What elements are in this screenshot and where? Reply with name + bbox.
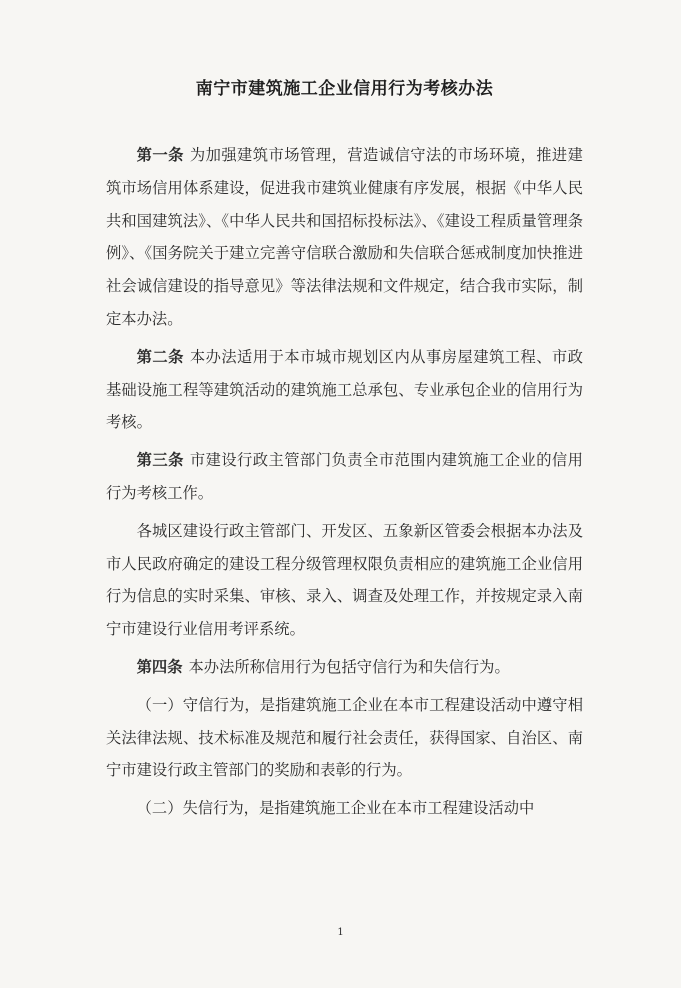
article-1-text: 为加强建筑市场管理，营造诚信守法的市场环境，推进建筑市场信用体系建设，促进我市建筑业健康有序发展，根据《中华人民共和国建筑法》、《中华人民共和国招标投标法》、《建设工程质量管理条例》、《国务院关于建立完善守信联合激励和失信联合惩戒制度加快推进社会诚信建设的指导意见》等法律法规和文件规定，结合我市实际，制定本办法。 — [106, 146, 583, 328]
document-page — [0, 74, 681, 988]
article-4-item-2 — [106, 792, 583, 825]
document-body — [106, 139, 583, 825]
article-4-item-2-text: （二）失信行为，是指建筑施工企业在本市工程建设活动中 — [136, 799, 535, 818]
article-3-paragraph-2-text: 各城区建设行政主管部门、开发区、五象新区管委会根据本办法及市人民政府确定的建设工程分级管理权限负责相应的建筑施工企业信用行为信息的实时采集、审核、录入、调查及处理工作，并按规定录入南宁市建设行业信用考评系统。 — [106, 521, 583, 639]
page-number: 1 — [337, 927, 344, 938]
article-1-head: 第一条 — [136, 146, 184, 164]
article-3 — [106, 444, 583, 510]
article-2-head: 第二条 — [136, 347, 184, 366]
article-2-text: 本办法适用于本市城市规划区内从事房屋建筑工程、市政基础设施工程等建筑活动的建筑施工总承包、专业承包企业的信用行为考核。 — [106, 347, 583, 432]
article-3-text: 市建设行政主管部门负责全市范围内建筑施工企业的信用行为考核工作。 — [106, 451, 583, 502]
article-2 — [106, 341, 583, 439]
article-4-head: 第四条 — [136, 657, 183, 676]
article-1 — [106, 139, 583, 336]
article-3-head: 第三条 — [136, 451, 184, 470]
article-4-item-1 — [106, 689, 583, 787]
document-title: 南宁市建筑施工企业信用行为考核办法 — [195, 79, 494, 99]
article-3-paragraph-2 — [106, 515, 583, 646]
article-4-text: 本办法所称信用行为包括守信行为和失信行为。 — [188, 657, 510, 676]
article-4 — [106, 651, 583, 684]
article-4-item-1-text: （一）守信行为，是指建筑施工企业在本市工程建设活动中遵守相关法律法规、技术标准及规范和履行社会责任，获得国家、自治区、南宁市建设行政主管部门的奖励和表彰的行为。 — [106, 695, 583, 780]
